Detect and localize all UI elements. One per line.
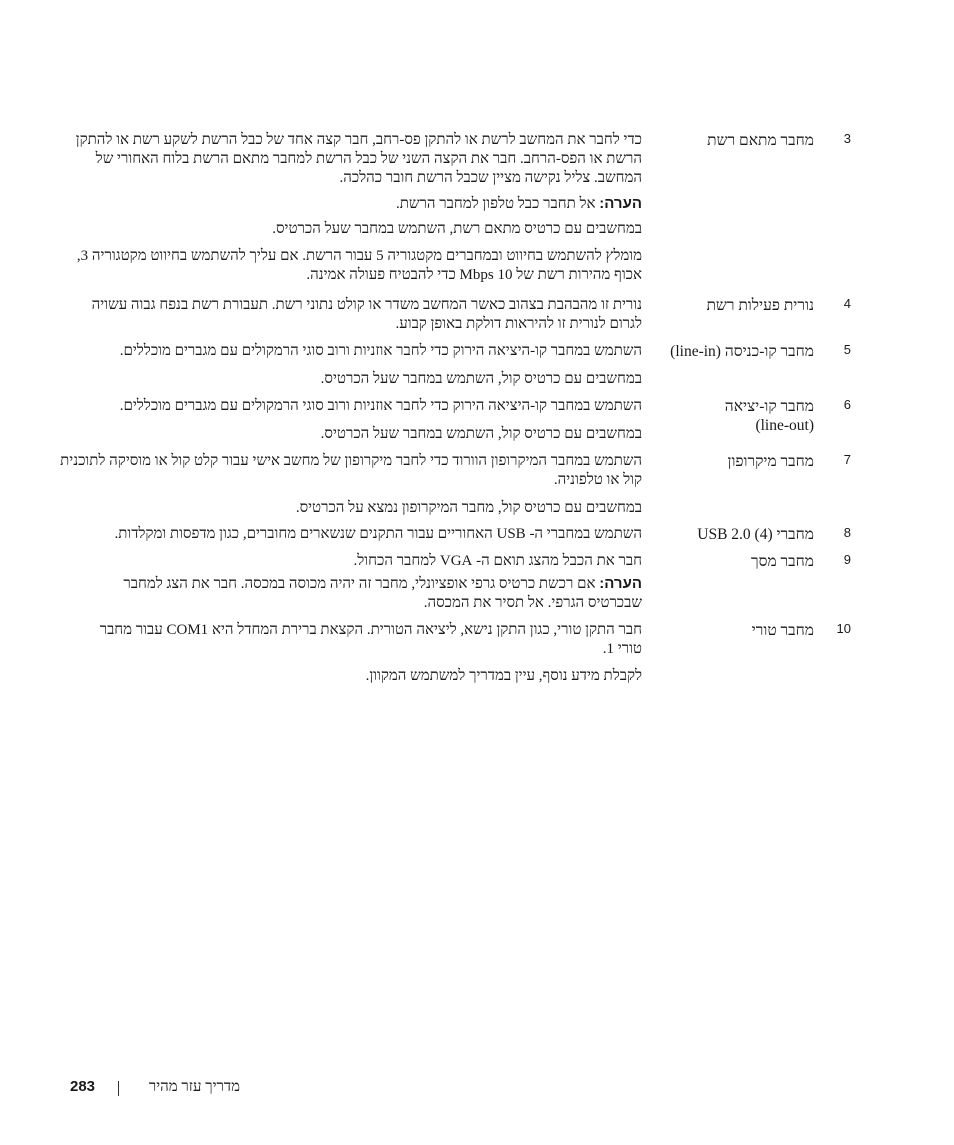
row-description (62, 296, 642, 340)
description-paragraph: חבר את הכבל מהצג תואם ה- VGA למחבר הכחול. (353, 553, 642, 569)
note (62, 194, 642, 214)
row-label: מחבר מתאם רשת (707, 132, 814, 149)
page-number: 283 (70, 1078, 96, 1095)
description-paragraph: במחשבים עם כרטיס מתאם רשת, השתמש במחבר שעל הכרטיס. (272, 221, 642, 237)
note-label: הערה: (599, 195, 642, 212)
description-paragraph: השתמש במחברי ה- USB האחוריים עבור התקנים שנשארים מחוברים, כגון מדפסות ומקלדות. (114, 526, 642, 542)
row-number: 8 (843, 525, 851, 540)
note-text: אם רכשת כרטיס גרפי אופציונלי, מחבר זה יהיה מכוסה במכסה. חבר את הצג למחבר שבכרטיס הגרפי. אל תסיר את המכסה. (123, 576, 642, 611)
row-description (67, 552, 642, 619)
row-number: 6 (843, 397, 851, 412)
row-number: 4 (843, 296, 851, 311)
description-paragraph: מומלץ להשתמש בחיווט ובמחברים מקטגוריה 5 עבור הרשת. אם עליך להשתמש בחיווט מקטגוריה 3, אכוף מהירות רשת של 10 Mbps כדי להבטיח פעולה אמינה. (76, 248, 642, 283)
row-number: 5 (843, 342, 851, 357)
footer-title: מדריך עזר מהיר (148, 1079, 240, 1095)
note-text: אל תחבר כבל טלפון למחבר הרשת. (396, 196, 600, 212)
additional-info-note: לקבלת מידע נוסף, עיין במדריך למשתמש המקוון. (365, 668, 642, 684)
description-paragraph: כדי לחבר את המחשב לרשת או להתקן פס-רחב, חבר קצה אחד של כבל הרשת לשקע רשת או להתקן הרשת או הפס-הרחב. חבר את הקצה השני של כבל הרשת למחבר מתאם הרשת בלוח האחורי של המחשב. צליל נקישה מציין שכבל הרשת חובר כהלכה. (75, 132, 642, 186)
row-number: 3 (843, 131, 851, 146)
description-paragraph: נורית זו מהבהבת בצהוב כאשר המחשב משדר או קולט נתוני רשת. תעבורת רשת בנפח גבוה עשויה לגרום לנורית זו להיראות דולקת באופן קבוע. (91, 297, 642, 332)
description-paragraph: במחשבים עם כרטיס קול, מחבר המיקרופון נמצא על הכרטיס. (295, 500, 642, 516)
row-label: נורית פעילות רשת (706, 297, 814, 314)
footer-divider (118, 1081, 119, 1096)
row-label: מחבר מיקרופון (727, 453, 814, 470)
row-number: 10 (836, 621, 851, 636)
description-paragraph: השתמש במחבר קו-היציאה הירוק כדי לחבר אוזניות ורוב סוגי הרמקולים עם מגברים מוכללים. (119, 398, 642, 414)
row-description (62, 131, 642, 291)
row-description (62, 342, 642, 395)
row-number: 9 (843, 552, 851, 567)
description-paragraph: חבר התקן טורי, כגון התקן נישא, ליציאה הטורית. הקצאת ברירת המחדל היא COM1 עבור מחבר טורי 1. (99, 622, 642, 657)
description-paragraph: השתמש במחבר המיקרופון הוורוד כדי לחבר מיקרופון של מחשב אישי עבור קלט קול או מוסיקה לתוכנית קול או טלפוניה. (60, 453, 642, 488)
row-label: מחבר טורי (751, 622, 814, 639)
description-paragraph: השתמש במחבר קו-היציאה הירוק כדי לחבר אוזניות ורוב סוגי הרמקולים עם מגברים מוכללים. (119, 343, 642, 359)
note (67, 574, 642, 613)
row-label: מחבר קו-כניסה (line-in) (670, 343, 814, 360)
row-description (82, 621, 642, 665)
description-paragraph: במחשבים עם כרטיס קול, השתמש במחבר שעל הכרטיס. (320, 371, 642, 387)
row-description (52, 452, 642, 524)
note-label: הערה: (599, 575, 642, 592)
row-label: מחבר קו-יציאה (line-out) (724, 398, 814, 434)
row-description (62, 525, 642, 550)
row-label: מחבר מסך (751, 553, 814, 570)
row-description (62, 397, 642, 450)
description-paragraph: במחשבים עם כרטיס קול, השתמש במחבר שעל הכרטיס. (320, 426, 642, 442)
row-label: מחברי USB 2.0 (4) (697, 526, 814, 543)
row-number: 7 (843, 452, 851, 467)
